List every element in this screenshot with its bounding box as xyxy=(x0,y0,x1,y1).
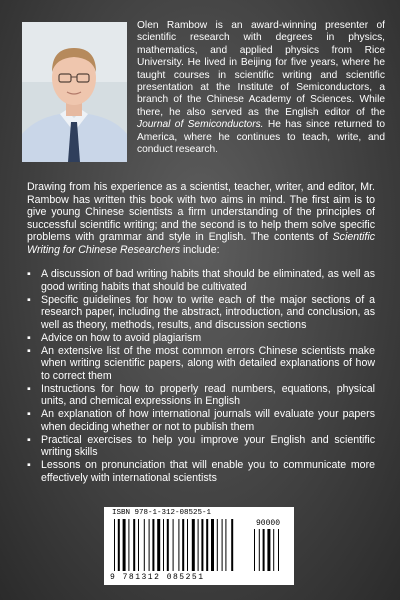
bullet-icon: ▪ xyxy=(27,344,31,357)
bullet-icon: ▪ xyxy=(27,382,31,395)
list-item-text: Specific guidelines for how to write each of the major sections of a research paper, including the abstract, introduction, and conclusion, as well as theory, methods, results, and discussion sections xyxy=(41,293,375,331)
bullet-icon: ▪ xyxy=(27,433,31,446)
author-bio xyxy=(137,20,385,156)
isbn-barcode xyxy=(104,507,294,585)
book-description xyxy=(27,181,375,256)
bullet-icon: ▪ xyxy=(27,268,31,280)
bullet-icon: ▪ xyxy=(27,293,31,306)
journal-name: Journal of Semiconductors. xyxy=(137,119,264,131)
list-item-text: A discussion of bad writing habits that should be eliminated, as well as good writing habits that should be cultivated xyxy=(41,268,375,293)
bullet-icon: ▪ xyxy=(27,459,31,471)
bullet-icon: ▪ xyxy=(27,331,31,344)
list-item-text: An explanation of how international journals will evaluate your papers when deciding whether or not to publish them xyxy=(41,408,375,433)
list-item xyxy=(27,268,375,293)
price-code: 90000 xyxy=(256,519,281,528)
barcode-digits: 9 781312 085251 xyxy=(110,573,205,582)
intro-text: Drawing from his experience as a scientist, teacher, writer, and editor, Mr. Rambow has written this book with two aims in mind. The first aim is to give young Chinese scientists a firm understanding of the principles of successful scientific writing; and the second is to help them solve specific problems with grammar and style in English. The contents of xyxy=(27,181,375,243)
intro-tail: include: xyxy=(180,243,220,256)
bio-text-1: Olen Rambow is an award-winning presenter of scientific research with degrees in physics, mathematics, and applied physics from Rice University. He lived in Beijing for five years, where he taught courses in scientific writing and scientific presentation at the Institute of Semiconductors, a branch of the Chinese Academy of Sciences. While there, he also served as the English editor of the xyxy=(137,20,385,118)
list-item-text: Instructions for how to properly read numbers, equations, physical units, and chemical expressions in English xyxy=(41,382,375,407)
list-item xyxy=(27,434,375,459)
list-item xyxy=(27,294,375,332)
contents-list xyxy=(27,268,375,485)
list-item xyxy=(27,332,375,345)
list-item-text: An extensive list of the most common errors Chinese scientists make when writing scientific papers, along with detailed explanations of how to correct them xyxy=(41,344,375,382)
book-title: Scientific Writing for Chinese Researchers xyxy=(27,231,375,256)
bio-text-2: He has since returned to America, where he continues to teach, write, and conduct research. xyxy=(137,119,385,156)
list-item xyxy=(27,345,375,383)
list-item-text: Advice on how to avoid plagiarism xyxy=(41,331,202,344)
list-item xyxy=(27,383,375,408)
bullet-icon: ▪ xyxy=(27,408,31,420)
list-item xyxy=(27,408,375,433)
list-item-text: Practical exercises to help you improve your English and scientific writing skills xyxy=(41,433,375,458)
list-item-text: Lessons on pronunciation that will enable you to communicate more effectively with international scientists xyxy=(41,459,375,484)
isbn-number: ISBN 978-1-312-08525-1 xyxy=(112,509,212,517)
list-item xyxy=(27,459,375,484)
author-photo xyxy=(22,22,127,162)
